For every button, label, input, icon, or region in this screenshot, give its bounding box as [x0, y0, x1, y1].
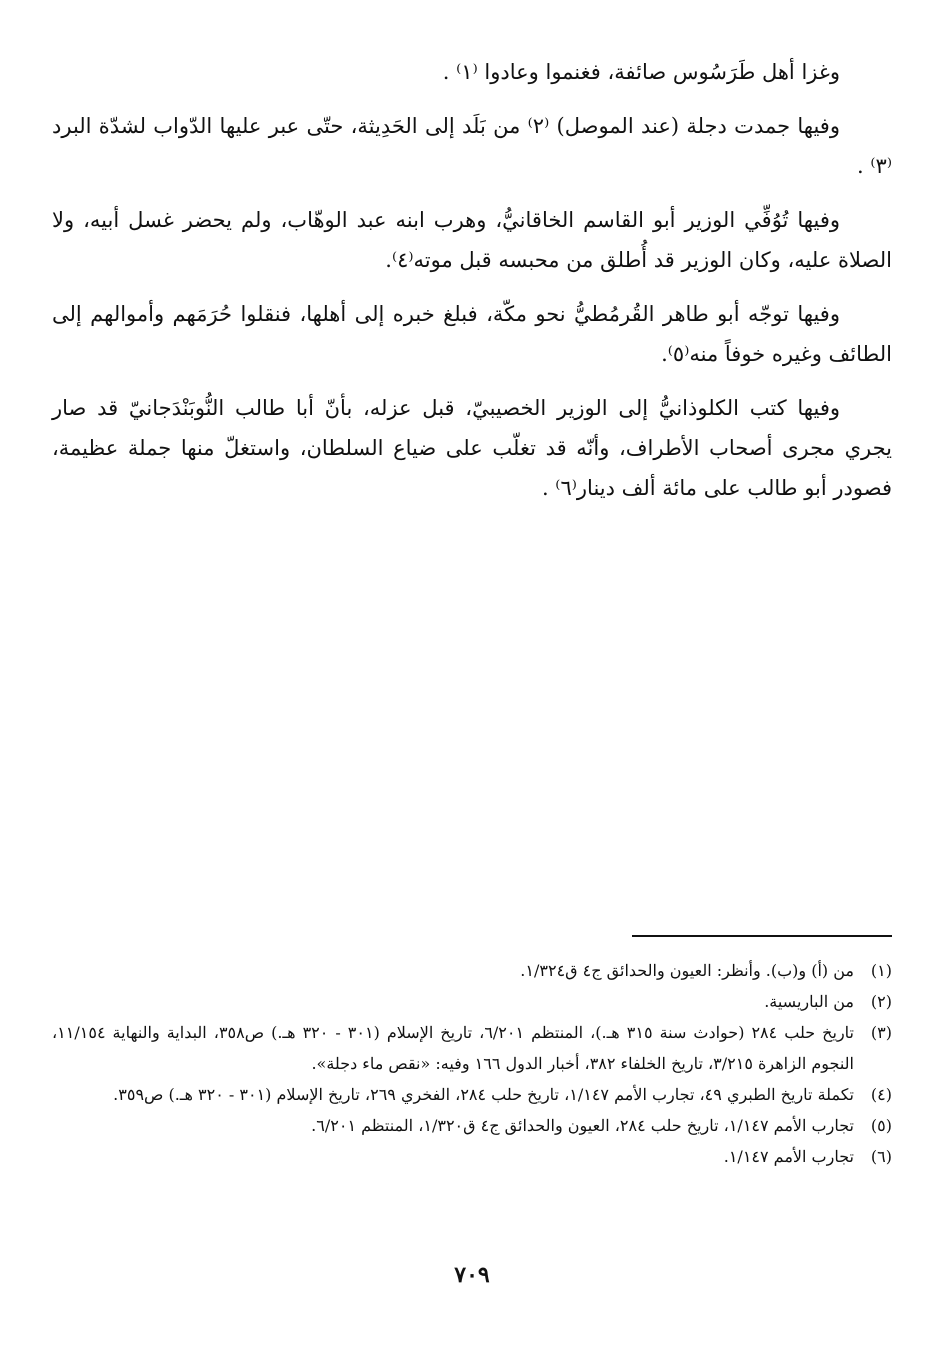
footnote-text: تجارب الأمم ١/١٤٧، تاريخ حلب ٢٨٤، العيون والحدائق ج٤ ق١/٣٢٠، المنتظم ٦/٢٠١. [311, 1116, 854, 1135]
footnote [52, 1110, 892, 1141]
footnote [52, 1017, 892, 1079]
footnote-text: تجارب الأمم ١/١٤٧. [723, 1147, 854, 1166]
main-text [52, 52, 892, 522]
footnote-number: (٣) [870, 1023, 892, 1042]
footnote [52, 986, 892, 1017]
footnote [52, 1079, 892, 1110]
footnote-number: (٤) [870, 1085, 892, 1104]
footnote-number: (١) [870, 961, 892, 980]
paragraph: وفيها تُوُفِّي الوزير أبو القاسم الخاقانيُّ، وهرب ابنه عبد الوهّاب، ولم يحضر غسل أبيه، ولا الصلاة عليه، وكان الوزير قد أُطلق من محبسه قبل موته⁽٤⁾. [52, 208, 892, 272]
paragraph: وفيها توجّه أبو طاهر القُرمُطيُّ نحو مكّة، فبلغ خبره إلى أهلها، فنقلوا حُرَمَهم وأموالهم إلى الطائف وغيره خوفاً منه⁽٥⁾. [52, 302, 892, 366]
footnote-text: من الباريسية. [764, 992, 854, 1011]
paragraph: وفيها كتب الكلوذانيُّ إلى الوزير الخصيبيّ، قبل عزله، بأنّ أبا طالب النُّوبَنْدَجانيّ قد صار يجري مجرى أصحاب الأطراف، وأنّه قد تغلّب على ضياع السلطان، واستغلّ منها جملة عظيمة، فصودر أبو طالب على مائة ألف دينار⁽٦⁾ . [52, 396, 892, 500]
footnote [52, 955, 892, 986]
footnote-number: (٥) [870, 1116, 892, 1135]
footnote-number: (٦) [870, 1147, 892, 1166]
footnote-text: تاريخ حلب ٢٨٤ (حوادث سنة ٣١٥ هـ.)، المنتظم ٦/٢٠١، تاريخ الإسلام (٣٠١ - ٣٢٠ هـ.) ص٣٥٨، البداية والنهاية ١١/١٥٤، النجوم الزاهرة ٣/٢١٥، تاريخ الخلفاء ٣٨٢، أخبار الدول ١٦٦ وفيه: «نقص ماء دجلة». [52, 1023, 855, 1073]
footnote-divider [632, 935, 892, 937]
footnote [52, 1141, 892, 1172]
footnote-text: من (أ) و(ب). وأنظر: العيون والحدائق ج٤ ق١/٣٢٤. [520, 961, 854, 980]
page-number: ٧٠٩ [454, 1262, 490, 1288]
footnote-text: تكملة تاريخ الطبري ٤٩، تجارب الأمم ١/١٤٧، تاريخ حلب ٢٨٤، الفخري ٢٦٩، تاريخ الإسلام (٣٠١ - ٣٢٠ هـ.) ص٣٥٩. [113, 1085, 854, 1104]
footnotes [52, 955, 892, 1172]
paragraph: وغزا أهل طَرَسُوس صائفة، فغنموا وعادوا ⁽١⁾ . [442, 60, 840, 84]
footnote-number: (٢) [870, 992, 892, 1011]
paragraph: وفيها جمدت دجلة (عند الموصل) ⁽٢⁾ من بَلَد إلى الحَدِيثة، حتّى عبر عليها الدّواب لشدّة البرد ⁽٣⁾ . [52, 114, 892, 178]
